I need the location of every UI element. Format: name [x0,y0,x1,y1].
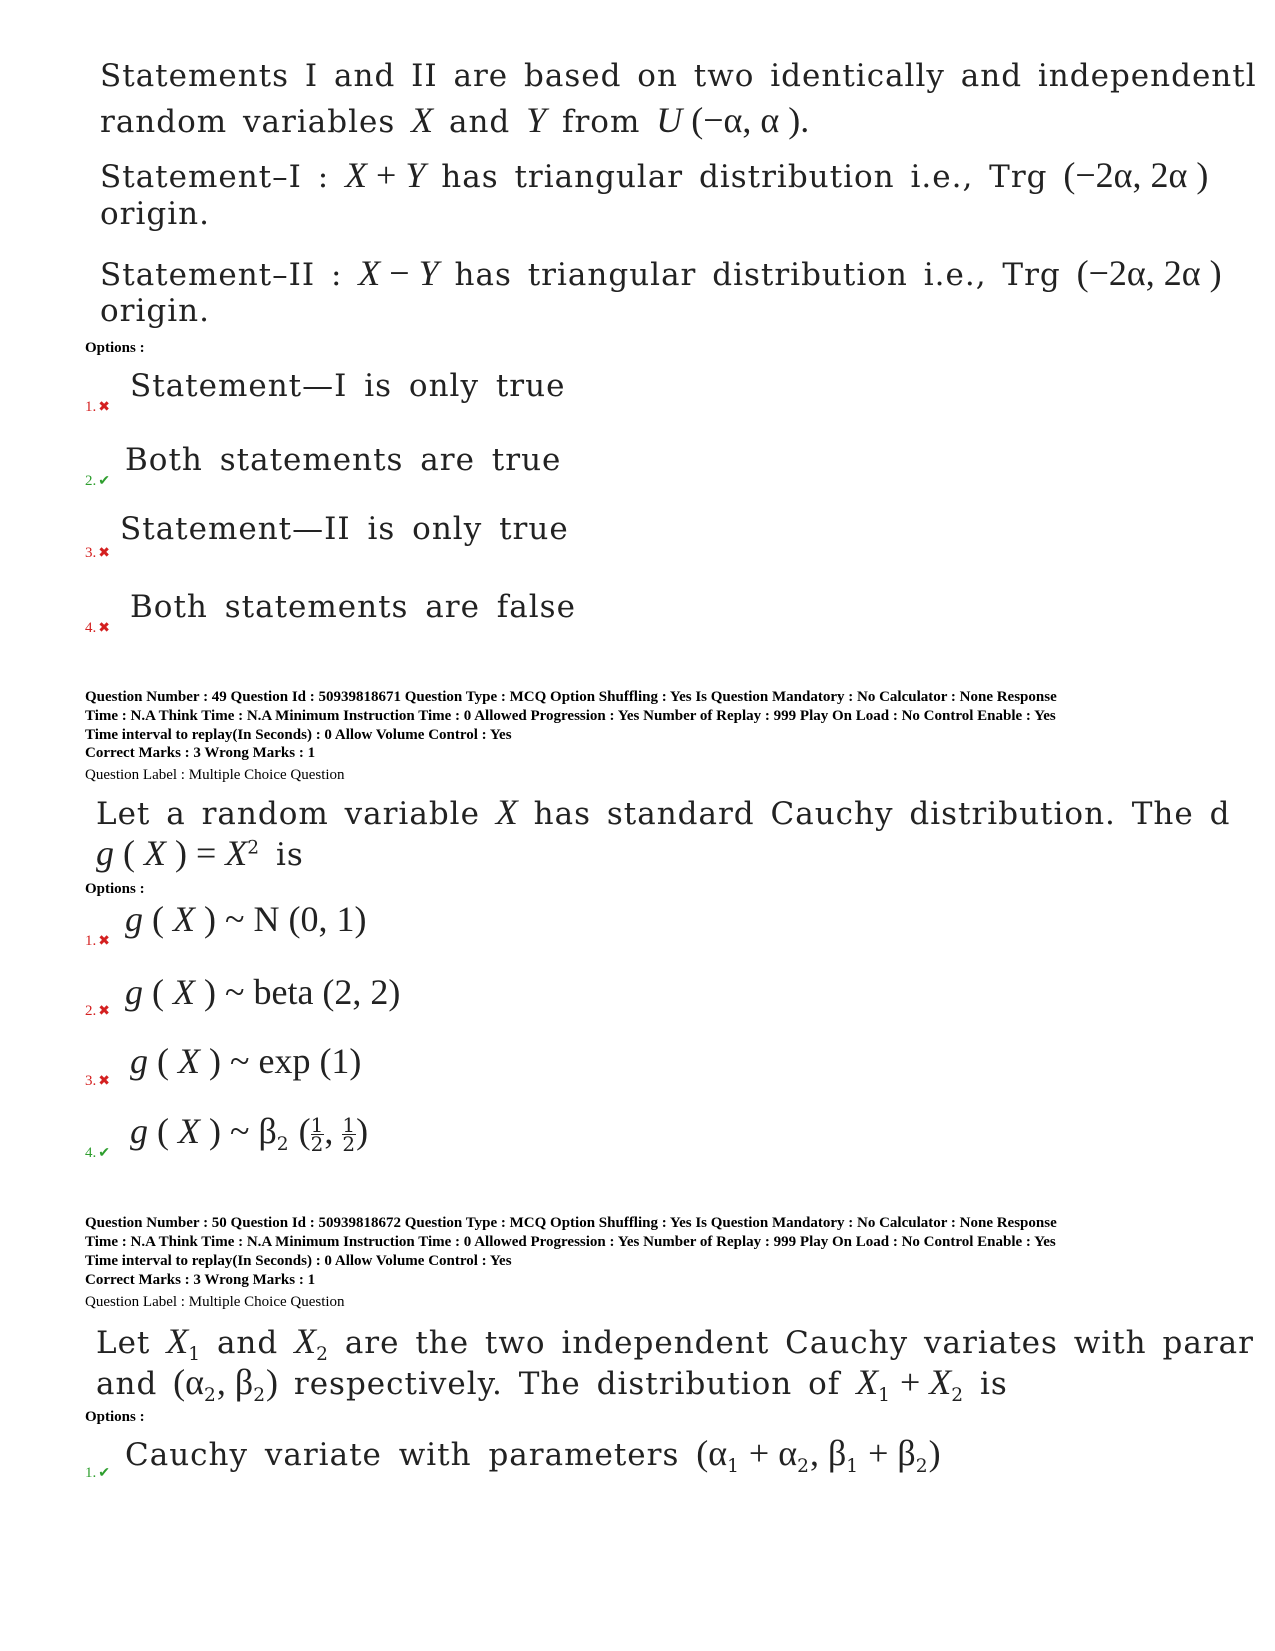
q48-option-2-text[interactable]: Both statements are true [125,442,562,478]
q50-question-label: Question Label : Multiple Choice Question [85,1294,345,1310]
q48-statement-1-end: origin. [100,196,210,232]
q49-stem-line1: Let a random variable X has standard Cauchy distribution. The d [96,792,1231,832]
q49-metadata: Question Number : 49 Question Id : 50939818671 Question Type : MCQ Option Shuffling : Yes Is Question Mandatory : No Calculator : None Response Time : N.A Think Time : N.A Minimum Instruction Time : 0 Allowed Progression : Yes Number of Replay : 999 Play On Load : No Control Enable : Yes Time interval to replay(In Seconds) : 0 Allow Volume Control : Yes [85,689,1057,743]
q48-statement-2: Statement–II : X − Y has triangular distribution i.e., Trg (−2α, 2α ) [100,253,1222,293]
q50-option-1-text[interactable]: Cauchy variate with parameters ($\alpha_1 + \alpha_2$, $\beta_1 + \beta_2$) [125,1433,941,1478]
q49-options-label: Options : [85,881,145,897]
q50-stem-line2: and ($\alpha_2$, $\beta_2$) respectively. The distribution of $X_1 + X_2$ is [96,1362,1008,1407]
q48-option-3-number: 3. ✖ [85,545,110,561]
q50-options-label: Options : [85,1409,145,1425]
q49-option-4-number: 4. ✔ [85,1145,110,1161]
q49-marks: Correct Marks : 3 Wrong Marks : 1 [85,745,316,761]
q48-option-2-number: 2. ✔ [85,473,110,489]
q49-option-2-text[interactable]: g ( X ) ~ beta (2, 2) [125,972,401,1012]
q48-stem-line2: random variables X and Y from U (−α, α ). [100,100,810,140]
q48-option-1-text[interactable]: Statement—I is only true [130,368,566,404]
cross-icon: ✖ [98,400,110,415]
q48-option-3-text[interactable]: Statement—II is only true [120,511,569,547]
q48-option-4-text[interactable]: Both statements are false [130,589,576,625]
cross-icon: ✖ [98,934,110,949]
q50-marks: Correct Marks : 3 Wrong Marks : 1 [85,1272,316,1288]
q48-statement-2-end: origin. [100,293,210,329]
q49-question-label: Question Label : Multiple Choice Question [85,767,345,783]
q50-stem-line1: Let $X_1$ and $X_2$ are the two independent Cauchy variates with parar [96,1321,1254,1366]
q48-option-4-number: 4. ✖ [85,620,110,636]
q50-metadata: Question Number : 50 Question Id : 50939818672 Question Type : MCQ Option Shuffling : Yes Is Question Mandatory : No Calculator : None Response Time : N.A Think Time : N.A Minimum Instruction Time : 0 Allowed Progression : Yes Number of Replay : 999 Play On Load : No Control Enable : Yes Time interval to replay(In Seconds) : 0 Allow Volume Control : Yes [85,1215,1057,1269]
q49-stem-line2: g ( X ) = $X^2$ is [96,833,304,873]
cross-icon: ✖ [98,1004,110,1019]
q48-options-label: Options : [85,340,145,356]
check-icon: ✔ [98,474,110,489]
check-icon: ✔ [98,1146,110,1161]
q49-option-3-text[interactable]: g ( X ) ~ exp (1) [130,1041,362,1081]
q49-option-2-number: 2. ✖ [85,1003,110,1019]
check-icon: ✔ [98,1466,110,1481]
cross-icon: ✖ [98,546,110,561]
q49-option-1-number: 1. ✖ [85,933,110,949]
q49-option-3-number: 3. ✖ [85,1073,110,1089]
cross-icon: ✖ [98,1074,110,1089]
q49-option-4-text[interactable]: g ( X ) ~ $\beta_2$ ( $\frac{1}{2}$ , $\frac{1}{2}$ ) [130,1111,369,1156]
q49-option-1-text[interactable]: g ( X ) ~ N (0, 1) [125,899,367,939]
q48-option-1-number: 1. ✖ [85,399,110,415]
q48-stem-line1: Statements I and II are based on two identically and independentl [100,58,1257,94]
q48-statement-1: Statement–I : X + Y has triangular distribution i.e., Trg (−2α, 2α ) [100,155,1209,195]
cross-icon: ✖ [98,621,110,636]
q50-option-1-number: 1. ✔ [85,1465,110,1481]
